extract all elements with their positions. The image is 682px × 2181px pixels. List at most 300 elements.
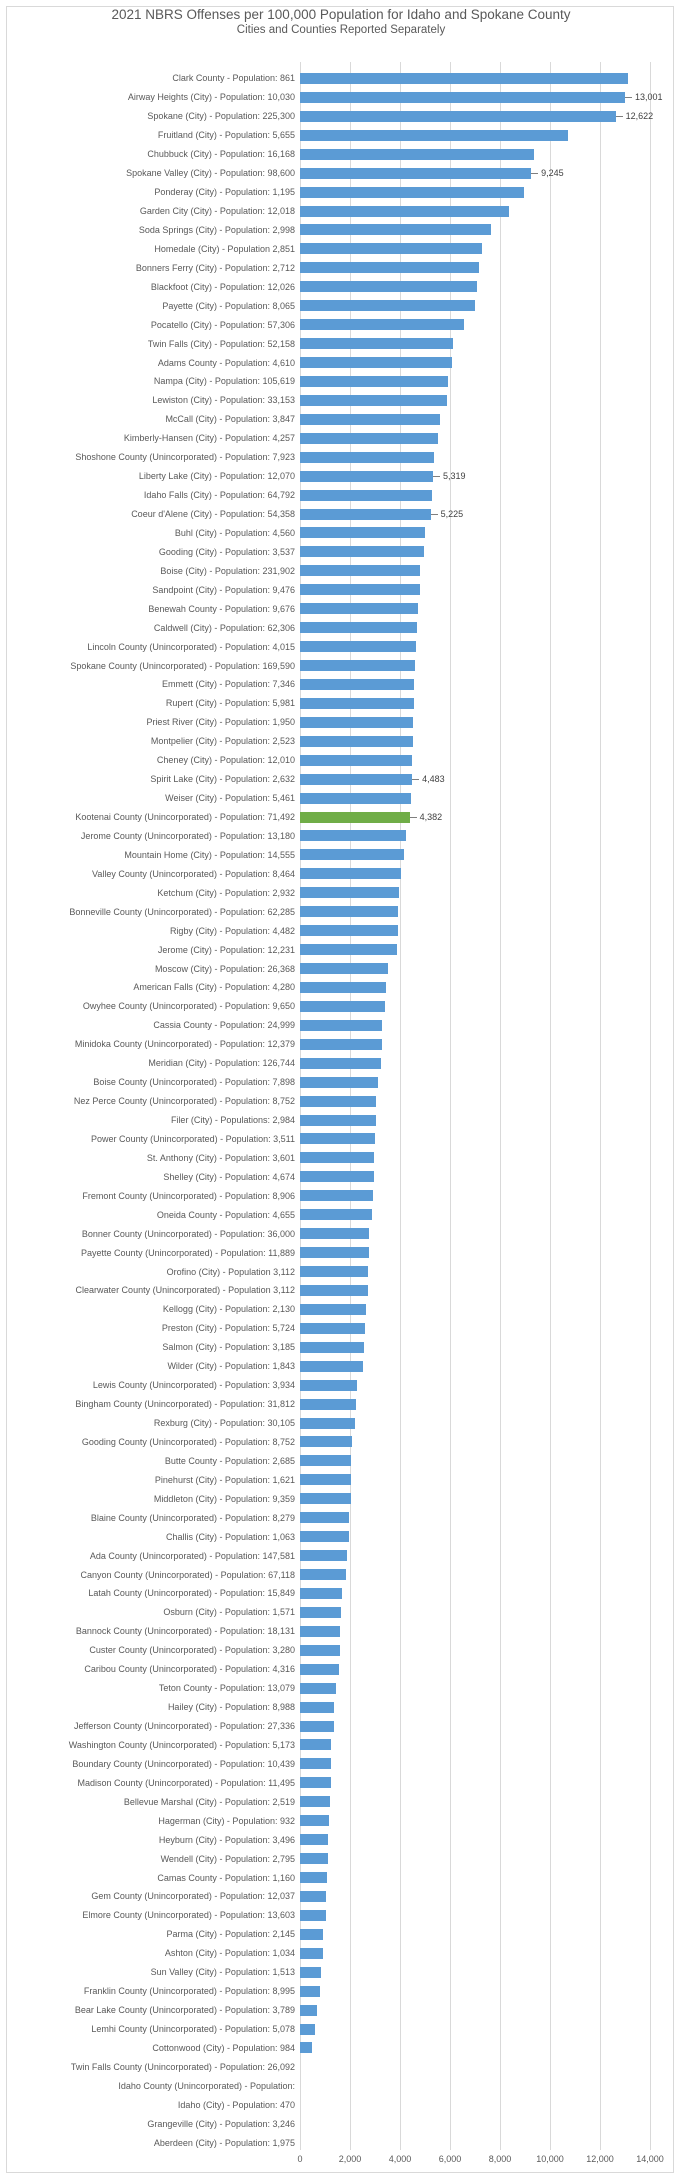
bar-zone [300,1546,682,1565]
category-label: Mountain Home (City) - Population: 14,555 [124,849,295,860]
category-label: Blackfoot (City) - Population: 12,026 [150,281,295,292]
bar-row [0,1679,682,1698]
bar-row [0,1698,682,1717]
data-label: 9,245 [531,168,564,178]
bar-row [0,486,682,505]
bar [300,717,413,728]
bar [300,1077,378,1088]
bar [300,414,440,425]
bar-row [0,2095,682,2114]
bar-zone [300,940,682,959]
bar-zone [300,883,682,902]
category-label: Ashton (City) - Population: 1,034 [164,1948,295,1959]
category-label: Butte County - Population: 2,685 [164,1455,295,1466]
bar [300,1891,326,1902]
category-label: Kimberly-Hansen (City) - Population: 4,257 [123,433,295,444]
category-label: Coeur d'Alene (City) - Population: 54,358 [131,509,295,520]
bar-row [0,808,682,827]
bar-zone [300,637,682,656]
bar [300,262,479,273]
bar-row [0,1622,682,1641]
bar-zone [300,258,682,277]
category-label: Rigby (City) - Population: 4,482 [169,925,295,936]
bar-row [0,107,682,126]
bar [300,433,438,444]
category-label: Owyhee County (Unincorporated) - Population: 9,650 [82,1001,295,1012]
bar-row [0,1035,682,1054]
bar-zone [300,1300,682,1319]
bar-row [0,1641,682,1660]
bar-zone [300,1830,682,1849]
bar-zone [300,1338,682,1357]
bar-row [0,1092,682,1111]
bar [300,1948,323,1959]
bar [300,1645,340,1656]
bar-row [0,1717,682,1736]
bar [300,1418,355,1429]
bar [300,1266,368,1277]
category-label: Hagerman (City) - Population: 932 [158,1815,295,1826]
bar [300,1758,331,1769]
bar-row [0,1111,682,1130]
bar [300,300,475,311]
bar-zone [300,1395,682,1414]
bar-zone [300,713,682,732]
bar-row [0,1830,682,1849]
bar-zone [300,372,682,391]
data-label: 5,319 [433,471,466,481]
category-label: Benewah County - Population: 9,676 [148,603,295,614]
category-label: Spokane County (Unincorporated) - Population: 169,590 [70,660,295,671]
bar [300,1626,340,1637]
bar [300,887,399,898]
category-label: Soda Springs (City) - Population: 2,998 [138,224,295,235]
bar [300,963,388,974]
bar-zone [300,486,682,505]
bar-zone [300,732,682,751]
bar [300,1739,331,1750]
category-label: Boundary County (Unincorporated) - Population: 10,439 [72,1758,295,1769]
category-label: Jefferson County (Unincorporated) - Population: 27,336 [74,1721,295,1732]
category-label: Rupert (City) - Population: 5,981 [165,698,295,709]
bar-row [0,1508,682,1527]
category-label: Canyon County (Unincorporated) - Population: 67,118 [80,1569,295,1580]
bar-zone [300,183,682,202]
bar [300,603,418,614]
bar [300,679,414,690]
bar-zone [300,1868,682,1887]
bar-zone [300,2114,682,2133]
bar [300,130,568,141]
bar-zone [300,353,682,372]
bar-zone [300,107,682,126]
category-label: Nampa (City) - Population: 105,619 [153,376,295,387]
bar-row [0,618,682,637]
bar-row [0,1527,682,1546]
bar [300,1001,385,1012]
bar [300,395,447,406]
bar-row [0,296,682,315]
bar-row [0,694,682,713]
bar-row [0,789,682,808]
bar [300,1834,328,1845]
bar [300,338,453,349]
bar-row [0,713,682,732]
bar [300,509,431,520]
bar-row [0,2076,682,2095]
bar-zone [300,1641,682,1660]
bar-row [0,1906,682,1925]
category-label: Montpelier (City) - Population: 2,523 [150,736,295,747]
category-label: Camas County - Population: 1,160 [157,1872,295,1883]
bar-row [0,959,682,978]
category-label: Middleton (City) - Population: 9,359 [153,1493,295,1504]
category-label: Spirit Lake (City) - Population: 2,632 [150,774,295,785]
bar [300,281,477,292]
category-label: Bear Lake County (Unincorporated) - Population: 3,789 [74,2005,295,2016]
category-label: Rexburg (City) - Population: 30,105 [153,1418,295,1429]
bar-zone [300,1205,682,1224]
category-label: Valley County (Unincorporated) - Population: 8,464 [92,868,295,879]
bar-zone [300,580,682,599]
bar-zone [300,2076,682,2095]
bar-row [0,1395,682,1414]
bar-zone [300,1167,682,1186]
bar [300,793,411,804]
bar-zone [300,675,682,694]
category-label: Wilder (City) - Population: 1,843 [167,1361,295,1372]
bar-zone [300,1073,682,1092]
category-label: Clearwater County (Unincorporated) - Population 3,112 [75,1285,295,1296]
x-axis-tick-label: 14,000 [636,2154,664,2164]
x-axis-tick-label: 2,000 [338,2154,362,2164]
category-label: Airway Heights (City) - Population: 10,030 [127,92,295,103]
bar [300,830,406,841]
category-label: Grangeville (City) - Population: 3,246 [147,2118,295,2129]
category-label: Idaho Falls (City) - Population: 64,792 [143,490,295,501]
bar [300,2005,317,2016]
bar-row [0,1660,682,1679]
category-label: Payette County (Unincorporated) - Population: 11,889 [81,1247,295,1258]
bar-zone [300,1414,682,1433]
chart-subtitle: Cities and Counties Reported Separately [236,24,446,36]
data-label: 4,382 [410,812,443,822]
bar-row [0,2133,682,2152]
bar-row [0,580,682,599]
bar-row [0,1224,682,1243]
bar-zone [300,2020,682,2039]
bar-zone [300,1773,682,1792]
bar [300,774,412,785]
bar-row [0,1887,682,1906]
category-label: Caribou County (Unincorporated) - Population: 4,316 [84,1664,295,1675]
bar [300,1474,351,1485]
category-label: Osburn (City) - Population: 1,571 [163,1607,295,1618]
bar-row [0,2114,682,2133]
category-label: Bellevue Marshal (City) - Population: 2,519 [123,1796,295,1807]
bar-zone [300,2001,682,2020]
bar-row [0,1376,682,1395]
bar-row [0,505,682,524]
bar-row [0,334,682,353]
bar-row [0,1754,682,1773]
bar-zone [300,997,682,1016]
bar-row [0,1470,682,1489]
bar [300,660,415,671]
bar [300,2042,312,2053]
category-label: St. Anthony (City) - Population: 3,601 [146,1152,295,1163]
category-label: Weiser (City) - Population: 5,461 [165,793,295,804]
bar-zone [300,1433,682,1452]
category-label: Priest River (City) - Population: 1,950 [146,717,295,728]
bar [300,1664,339,1675]
bar-row [0,1584,682,1603]
bar-zone [300,902,682,921]
bar [300,376,448,387]
bar [300,1115,376,1126]
bar-zone [300,296,682,315]
category-label: Minidoka County (Unincorporated) - Population: 12,379 [74,1039,295,1050]
category-label: Boise County (Unincorporated) - Population: 7,898 [93,1077,295,1088]
category-label: Lewiston (City) - Population: 33,153 [152,395,295,406]
category-label: Gooding County (Unincorporated) - Population: 8,752 [81,1436,295,1447]
bar-zone [300,1111,682,1130]
bar [300,906,398,917]
bar-zone [300,1357,682,1376]
data-label: 13,001 [625,92,663,102]
bar-zone [300,1792,682,1811]
bar [300,1152,374,1163]
bar [300,357,452,368]
bar-zone [300,921,682,940]
category-label: Preston (City) - Population: 5,724 [161,1323,295,1334]
bar-row [0,69,682,88]
bar [300,698,414,709]
bar-row [0,902,682,921]
bar [300,1531,349,1542]
category-label: Jerome (City) - Population: 12,231 [157,944,295,955]
bar-row [0,277,682,296]
bar-zone [300,789,682,808]
bar-row [0,2039,682,2058]
bar-row [0,997,682,1016]
bar [300,224,491,235]
bar [300,1096,376,1107]
bar-row [0,2020,682,2039]
category-label: Caldwell (City) - Population: 62,306 [153,622,295,633]
bar-zone [300,2039,682,2058]
bar [300,1361,363,1372]
category-label: Washington County (Unincorporated) - Population: 5,173 [68,1739,295,1750]
bar-row [0,126,682,145]
bar [300,1228,369,1239]
bar-row [0,940,682,959]
bar-zone [300,88,682,107]
bar-row [0,258,682,277]
bar-row [0,1357,682,1376]
bar [300,1190,373,1201]
bar-row [0,1868,682,1887]
bar-zone [300,845,682,864]
bar-zone [300,618,682,637]
bar-row [0,1281,682,1300]
data-label: 5,225 [431,509,464,519]
bar [300,1588,342,1599]
bar-row [0,1338,682,1357]
category-label: American Falls (City) - Population: 4,280 [133,982,295,993]
category-label: Parma (City) - Population: 2,145 [166,1929,295,1940]
bar-row [0,1963,682,1982]
bar [300,1171,374,1182]
category-label: Sandpoint (City) - Population: 9,476 [152,584,295,595]
bar-row [0,1736,682,1755]
category-label: Ponderay (City) - Population: 1,195 [154,187,295,198]
bar-zone [300,391,682,410]
bar-row [0,1849,682,1868]
bar-zone [300,164,682,183]
bar-row [0,542,682,561]
category-label: Homedale (City) - Population 2,851 [154,243,295,254]
bar-zone [300,959,682,978]
bar-zone [300,1754,682,1773]
bar [300,641,416,652]
bar [300,319,464,330]
category-label: Custer County (Unincorporated) - Population: 3,280 [89,1645,295,1656]
category-label: Idaho County (Unincorporated) - Population: [118,2080,295,2091]
bar-row [0,1944,682,1963]
bar-zone [300,315,682,334]
bar [300,1853,328,1864]
x-axis-tick-label: 0 [297,2154,303,2164]
bar-zone [300,1963,682,1982]
bar [300,1058,381,1069]
bar [300,471,433,482]
bar-row [0,1603,682,1622]
bar-row [0,1489,682,1508]
bar-zone [300,1148,682,1167]
category-label: Gooding (City) - Population: 3,537 [158,546,295,557]
bar [300,944,397,955]
data-label: 4,483 [412,774,445,784]
bar-zone [300,410,682,429]
bar-zone [300,1130,682,1149]
category-label: Cottonwood (City) - Population: 984 [152,2042,295,2053]
bar [300,1986,320,1997]
bar [300,2024,315,2035]
bar-zone [300,1451,682,1470]
category-label: Bannock County (Unincorporated) - Population: 18,131 [75,1626,295,1637]
bar [300,868,401,879]
bar-row [0,2057,682,2076]
bar [300,1399,356,1410]
bar [300,490,432,501]
bar [300,1550,347,1561]
bar-row [0,1565,682,1584]
category-label: Emmett (City) - Population: 7,346 [161,679,295,690]
bar-zone [300,656,682,675]
bar-row [0,675,682,694]
category-label: Pinehurst (City) - Population: 1,621 [154,1474,295,1485]
category-label: Teton County - Population: 13,079 [158,1683,295,1694]
category-label: Shoshone County (Unincorporated) - Population: 7,923 [75,452,295,463]
bar-row [0,353,682,372]
bar-row [0,599,682,618]
category-label: Jerome County (Unincorporated) - Population: 13,180 [80,830,295,841]
bar-zone [300,1603,682,1622]
bar-row [0,1205,682,1224]
bar-row [0,315,682,334]
category-label: Clark County - Population: 861 [172,73,295,84]
category-label: Heyburn (City) - Population: 3,496 [158,1834,295,1845]
bar-row [0,978,682,997]
x-axis-tick-label: 4,000 [388,2154,412,2164]
bar-row [0,1433,682,1452]
bar [300,1304,366,1315]
bar-row [0,467,682,486]
bar [300,1872,327,1883]
bar [300,73,628,84]
bar-zone [300,1092,682,1111]
bar-zone [300,69,682,88]
bar-row [0,921,682,940]
bar-row [0,637,682,656]
category-label: Aberdeen (City) - Population: 1,975 [153,2137,295,2148]
bar [300,1209,372,1220]
bar-row [0,1300,682,1319]
bar-zone [300,505,682,524]
bar-row [0,1130,682,1149]
bar [300,1777,331,1788]
category-label: Moscow (City) - Population: 26,368 [154,963,295,974]
bar-zone [300,694,682,713]
bar [300,1569,346,1580]
bar-row [0,1925,682,1944]
category-label: Bonner County (Unincorporated) - Population: 36,000 [81,1228,295,1239]
bar-row [0,883,682,902]
bar-row [0,1773,682,1792]
bar-zone [300,1224,682,1243]
bar-row [0,1811,682,1830]
bar-row [0,429,682,448]
bar [300,1815,329,1826]
bar-row [0,1243,682,1262]
category-label: Fremont County (Unincorporated) - Population: 8,906 [82,1190,295,1201]
bar-zone [300,277,682,296]
bar-zone [300,1319,682,1338]
bar [300,452,434,463]
bar-zone [300,1243,682,1262]
bar [300,755,412,766]
highlighted-bar [300,812,410,823]
category-label: Franklin County (Unincorporated) - Population: 8,995 [83,1986,295,1997]
bar-zone [300,2095,682,2114]
category-label: Oneida County - Population: 4,655 [156,1209,295,1220]
bar-row [0,1262,682,1281]
category-label: Elmore County (Unincorporated) - Population: 13,603 [82,1910,295,1921]
bar-zone [300,1470,682,1489]
bar-zone [300,542,682,561]
bar-zone [300,978,682,997]
bar-zone [300,827,682,846]
category-label: Idaho (City) - Population: 470 [177,2099,295,2110]
bar-row [0,827,682,846]
bar-row [0,845,682,864]
bar-zone [300,1016,682,1035]
bar [300,1380,357,1391]
bar-row [0,1016,682,1035]
bar-zone [300,1262,682,1281]
bar [300,1133,375,1144]
